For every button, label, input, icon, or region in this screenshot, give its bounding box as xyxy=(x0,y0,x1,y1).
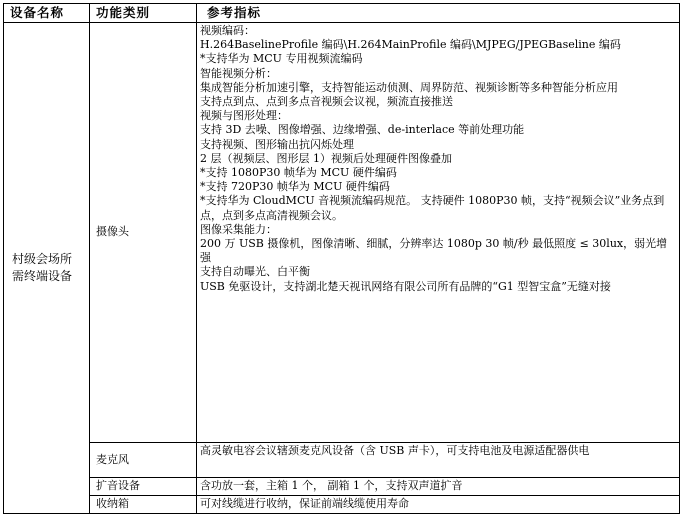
table-row-camera xyxy=(4,23,680,443)
spec-line: 高灵敏电容会议辖颈麦克风设备（含 USB 声卡），可支持电池及电源适配器供电 xyxy=(200,444,590,457)
spec-line: 支持 3D 去噪、图像增强、边缘增强、de-interlace 等前处理功能 xyxy=(200,123,525,137)
category-storage-box: 收纳箱 xyxy=(90,496,197,514)
spec-amplifier xyxy=(197,478,680,496)
spec-camera xyxy=(197,23,680,443)
spec-line: 视频编码： xyxy=(200,24,255,37)
header-spec: 参考指标 xyxy=(197,4,680,23)
category-amplifier: 扩音设备 xyxy=(90,478,197,496)
device-name-cell: 村级会场所需终端设备 xyxy=(4,23,90,514)
table-row-microphone xyxy=(4,443,680,478)
spec-line: 2 层（视频层、图形层 1）视频后处理硬件图像叠加 xyxy=(200,151,452,165)
header-category: 功能类别 xyxy=(90,4,197,23)
table-row-amplifier xyxy=(4,478,680,496)
spec-line: 支持视频、图形输出抗闪烁处理 xyxy=(200,137,354,151)
spec-line: 支持自动曝光、白平衡 xyxy=(200,265,310,279)
spec-line: *支持华为 MCU 专用视频流编码 xyxy=(200,52,363,66)
header-device-name: 设备名称 xyxy=(4,4,90,23)
header-row xyxy=(4,4,680,23)
spec-line: 可对线缆进行收纳，保证前端线缆使用寿命 xyxy=(200,497,409,510)
spec-microphone xyxy=(197,443,680,478)
category-microphone: 麦克风 xyxy=(90,443,197,478)
spec-line: 集成智能分析加速引擎，支持智能运动侦测、周界防范、视频诊断等多种智能分析应用 xyxy=(200,80,618,94)
spec-line: 图像采集能力： xyxy=(200,222,277,236)
spec-line: 视频与图形处理： xyxy=(200,109,288,123)
spec-line: *支持 1080P30 帧华为 MCU 硬件编码 xyxy=(200,166,397,180)
spec-line: 支持点到点、点到多点音视频会议视，频流直接推送 xyxy=(200,95,453,109)
equipment-spec-table xyxy=(3,3,680,514)
spec-line: H.264BaselineProfile 编码\H.264MainProfile 编码\MJPEG/JPEGBaseline 编码 xyxy=(200,38,621,52)
category-camera: 摄像头 xyxy=(90,23,197,443)
spec-line: 智能视频分析： xyxy=(200,66,277,80)
spec-storage-box xyxy=(197,496,680,514)
spec-line: 含功放一套，主箱 1 个， 副箱 1 个，支持双声道扩音 xyxy=(200,479,463,492)
spec-line: USB 免驱设计，支持湖北楚天视讯网络有限公司所有品牌的“G1 型智宝盒”无缝对接 xyxy=(200,279,611,293)
spec-line: *支持 720P30 帧华为 MCU 硬件编码 xyxy=(200,180,390,194)
spec-line: 200 万 USB 摄像机，图像清晰、细腻，分辨率达 1080p 30 帧/秒 最低照度 ≤ 30lux，弱光增强 xyxy=(200,237,668,265)
spec-line: *支持华为 CloudMCU 音视频流编码规范。 支持硬件 1080P30 帧，支持“视频会议”业务点到点，点到多点高清视频会议。 xyxy=(200,194,665,222)
table-row-storage-box xyxy=(4,496,680,514)
